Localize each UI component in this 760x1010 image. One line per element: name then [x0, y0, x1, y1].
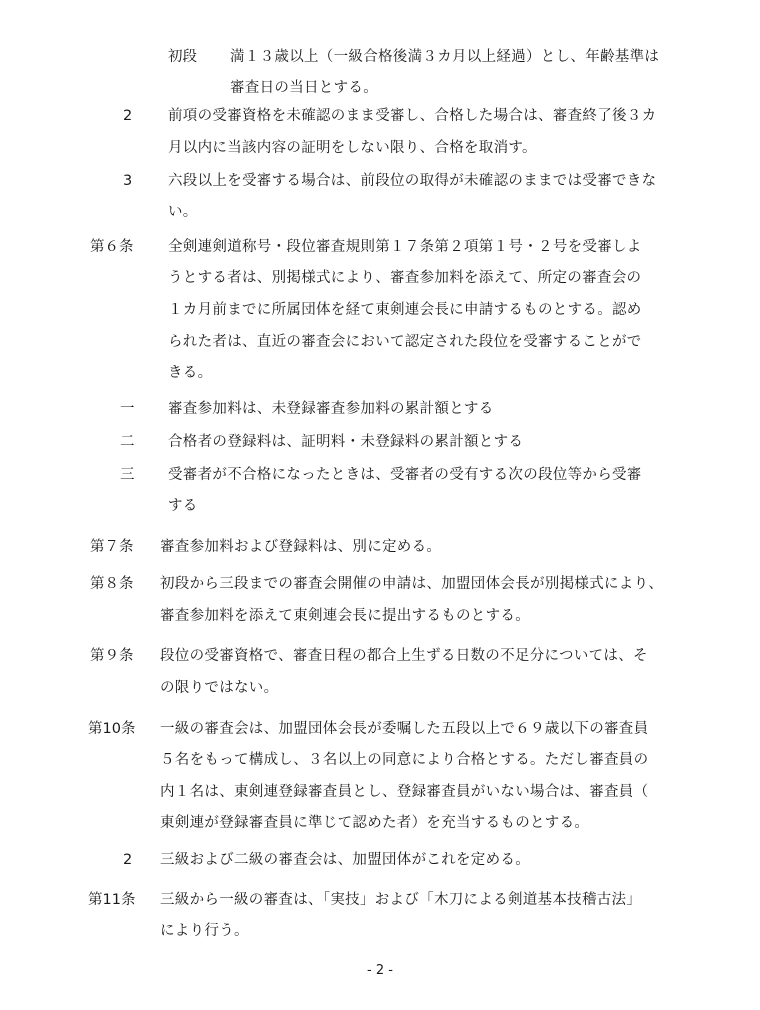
article-11-label: 第11条 — [88, 892, 136, 908]
article-7-line-1: 審査参加料および登録料は、別に定める。 — [160, 539, 442, 555]
article-9-line-1: 段位の受審資格で、審査日程の都合上生ずる日数の不足分については、そ — [160, 648, 648, 664]
article-6-line-1: 全剣連剣道称号・段位審査規則第１７条第２項第１号・２号を受審しよ — [168, 239, 642, 255]
article-6-line-4: られた者は、直近の審査会において認定された段位を受審することがで — [168, 334, 642, 350]
shodan-line-2: 審査日の当日とする。 — [230, 80, 378, 96]
article-6-sub-2-line-1: 合格者の登録料は、証明料・未登録料の累計額とする — [168, 434, 524, 450]
article-10-line-4: 東剣連が登録審査員に準じて認めた者）を充当するものとする。 — [160, 815, 590, 831]
article-6-sub-1-label: 一 — [120, 401, 135, 417]
article-8-line-2: 審査参加料を添えて東剣連会長に提出するものとする。 — [160, 608, 530, 624]
article-6-line-5: きる。 — [168, 365, 213, 381]
article-9-label: 第９条 — [90, 648, 134, 664]
article-6-sub-2-label: 二 — [120, 434, 135, 450]
article-10-paragraph-2-number: 2 — [123, 852, 133, 868]
article-10-line-2: ５名をもって構成し、３名以上の同意により合格とする。ただし審査員の — [160, 752, 649, 768]
article-6-label: 第６条 — [90, 239, 134, 255]
item-2-line-1: 前項の受審資格を未確認のまま受審し、合格した場合は、審査終了後３カ — [168, 108, 657, 124]
article-8-line-1: 初段から三段までの審査会開催の申請は、加盟団体会長が別掲様式により、 — [160, 576, 664, 592]
item-2-number: 2 — [123, 108, 133, 124]
article-6-sub-3-label: 三 — [120, 467, 135, 483]
article-6-line-3: １カ月前までに所属団体を経て東剣連会長に申請するものとする。認め — [168, 302, 642, 318]
page-number: - 2 - — [367, 963, 393, 978]
article-8-label: 第８条 — [90, 576, 134, 592]
item-3-line-1: 六段以上を受審する場合は、前段位の取得が未確認のままでは受審できな — [168, 173, 657, 189]
article-7-label: 第７条 — [90, 539, 134, 555]
article-10-line-1: 一級の審査会は、加盟団体会長が委嘱した五段以上で６９歳以下の審査員 — [160, 721, 649, 737]
shodan-line-1: 満１３歳以上（一級合格後満３カ月以上経過）とし、年齢基準は — [230, 49, 660, 65]
item-3-number: 3 — [123, 173, 133, 189]
article-6-sub-3-line-2: する — [168, 498, 198, 514]
item-2-line-2: 月以内に当該内容の証明をしない限り、合格を取消す。 — [168, 140, 537, 156]
article-6-sub-3-line-1: 受審者が不合格になったときは、受審者の受有する次の段位等から受審 — [168, 467, 642, 483]
article-10-paragraph-2-line-1: 三級および二級の審査会は、加盟団体がこれを定める。 — [160, 852, 530, 868]
article-10-label: 第10条 — [88, 721, 136, 737]
article-6-line-2: うとする者は、別掲様式により、審査参加料を添えて、所定の審査会の — [168, 270, 642, 286]
article-10-line-3: 内１名は、東剣連登録審査員とし、登録審査員がいない場合は、審査員（ — [160, 784, 649, 800]
article-11-line-1: 三級から一級の審査は、「実技」および「木刀による剣道基本技稽古法」 — [160, 892, 642, 908]
shodan-label: 初段 — [168, 49, 197, 65]
item-3-line-2: い。 — [168, 204, 198, 220]
article-9-line-2: の限りではない。 — [160, 680, 279, 696]
article-11-line-2: により行う。 — [160, 923, 249, 939]
article-6-sub-1-line-1: 審査参加料は、未登録審査参加料の累計額とする — [168, 401, 494, 417]
